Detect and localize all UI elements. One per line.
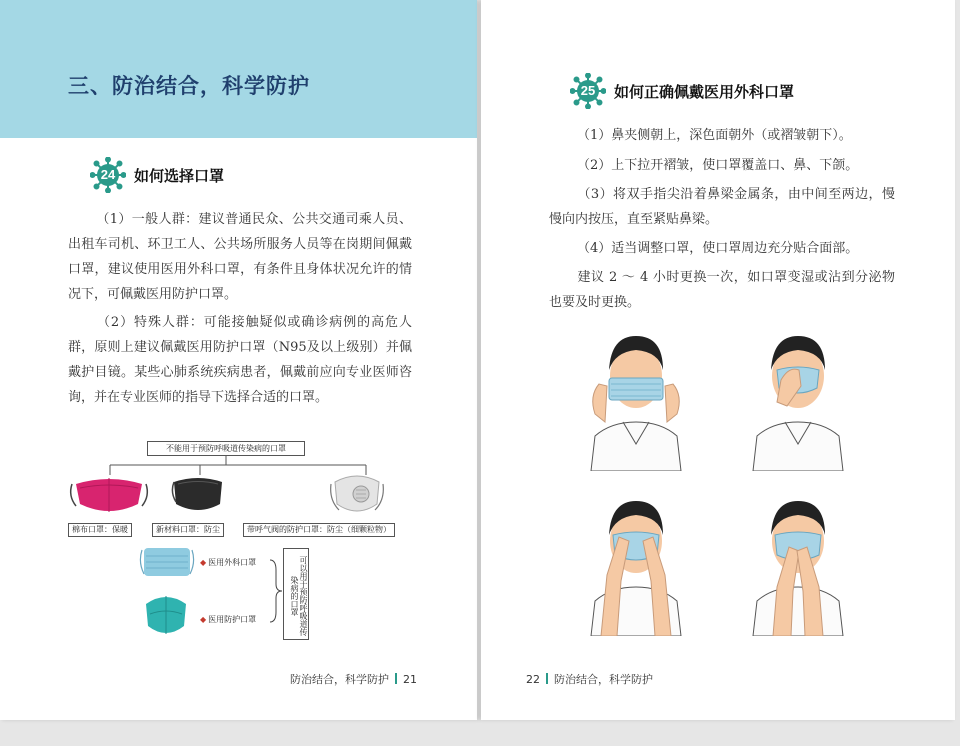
footer-divider (395, 673, 397, 684)
curly-bracket (268, 556, 284, 626)
wearing-step-1-image (581, 326, 691, 471)
cotton-mask-image (66, 474, 152, 520)
wearing-step-2-image (743, 326, 853, 471)
section-number: 24 (100, 167, 116, 182)
replace-advice: 建议 2 ～ 4 小时更换一次，如口罩变湿或沾到分泌物也要及时更换。 (549, 270, 895, 310)
footer-right: 22 防治结合，科学防护 (526, 673, 653, 686)
black-mask-image (170, 474, 226, 520)
step-2: （2）上下拉开褶皱，使口罩覆盖口、鼻、下颌。 (577, 158, 859, 173)
material-mask-label: 新材料口罩：防尘 (152, 523, 224, 537)
section-number: 25 (580, 83, 596, 98)
virus-icon (570, 73, 606, 109)
paragraph-special: （2）特殊人群：可能接触疑似或确诊病例的高危人群，原则上建议佩戴医用防护口罩（N95及以上级别）并佩戴护目镜。某些心肺系统疾病患者，佩戴前应向专业医师咨询，并在专业医师的指导下选择合适的口罩。 (68, 315, 412, 405)
step-3: （3）将双手指尖沿着鼻梁金属条，由中间至两边，慢慢向内按压，直至紧贴鼻梁。 (549, 187, 895, 227)
surgical-mask-label: ◆ 医用外科口罩 (200, 558, 257, 567)
valve-mask-image (325, 470, 389, 520)
figure-top-label: 不能用于预防呼吸道传染病的口罩 (147, 441, 305, 456)
wearing-step-4-image (743, 491, 853, 636)
wearing-step-3-image (581, 491, 691, 636)
valve-mask-label: 带呼气阀的防护口罩：防尘（细颗粒物） (243, 523, 395, 537)
left-page (0, 0, 477, 720)
footer-divider (546, 673, 548, 684)
right-page (481, 0, 955, 720)
usable-mask-label: 可以用于预防呼吸道传染病的口罩 (283, 548, 309, 640)
section-title: 如何选择口罩 (134, 166, 225, 185)
section-heading-24 (90, 157, 224, 193)
paragraph-general: （1）一般人群：建议普通民众、公共交通司乘人员、出租车司机、环卫工人、公共场所服务人员等在岗期间佩戴口罩，建议使用医用外科口罩，有条件且身体状况允许的情况下，可佩戴医用防护口罩。 (68, 212, 412, 302)
diamond-icon: ◆ (200, 615, 207, 624)
diamond-icon: ◆ (200, 558, 207, 567)
surgical-mask-image (138, 544, 196, 582)
chapter-title: 三、防治结合，科学防护 (68, 74, 310, 98)
step-1: （1）鼻夹侧朝上，深色面朝外（或褶皱朝下）。 (577, 128, 852, 143)
protective-mask-image (140, 592, 192, 640)
chapter-band (0, 0, 477, 138)
section-title: 如何正确佩戴医用外科口罩 (614, 82, 795, 101)
cotton-mask-label: 棉布口罩：保暖 (68, 523, 132, 537)
section-heading-25 (570, 73, 794, 109)
virus-icon (90, 157, 126, 193)
protective-mask-label: ◆ 医用防护口罩 (200, 615, 257, 624)
footer-left: 防治结合，科学防护 21 (290, 673, 417, 686)
step-4: （4）适当调整口罩，使口罩周边充分贴合面部。 (577, 241, 859, 256)
